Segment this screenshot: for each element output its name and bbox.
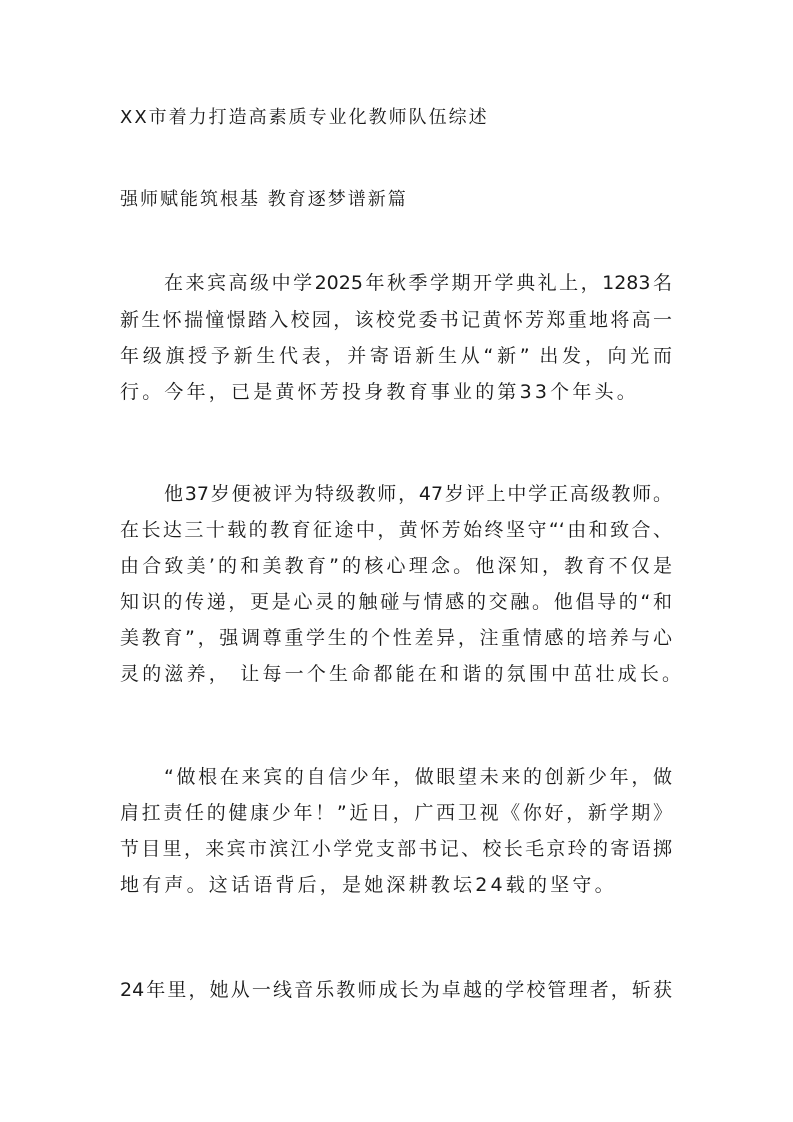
paragraph-line: 24年里，她从一线音乐教师成长为卓越的学校管理者，斩获 [120,979,672,1001]
document-title: XX市着力打造高素质专业化教师队伍综述 [120,107,489,128]
paragraph-line: 新生怀揣憧憬踏入校园，该校党委书记黄怀芳郑重地将高一 [120,309,672,331]
paragraph-line: 灵的滋养， 让每一个生命都能在和谐的氛围中茁壮成长。 [120,663,685,685]
paragraph-line: 在来宾高级中学2025年秋季学期开学典礼上，1283名 [164,272,672,294]
paragraph-line: 美教育”，强调尊重学生的个性差异，注重情感的培养与心 [120,627,672,649]
paragraph-line: 知识的传递，更是心灵的触碰与情感的交融。他倡导的“和 [120,591,672,613]
paragraph-line: 肩扛责任的健康少年！”近日，广西卫视《你好，新学期》 [120,802,672,824]
paragraph-line: 由合致美’的和美教育”的核心理念。他深知，教育不仅是 [120,555,672,577]
paragraph-line: 地有声。这话语背后，是她深耕教坛24载的坚守。 [120,874,617,896]
paragraph-line: 行。今年，已是黄怀芳投身教育事业的第33个年头。 [120,381,639,403]
paragraph-line: 在长达三十载的教育征途中，黄怀芳始终坚守“‘由和致合、 [120,519,672,541]
paragraph-line: 他37岁便被评为特级教师，47岁评上中学正高级教师。 [164,483,672,505]
paragraph-line: “做根在来宾的自信少年，做眼望未来的创新少年，做 [164,766,672,788]
document-subtitle: 强师赋能筑根基 教育逐梦谱新篇 [120,189,408,210]
paragraph-line: 节目里，来宾市滨江小学党支部书记、校长毛京玲的寄语掷 [120,838,672,860]
paragraph-line: 年级旗授予新生代表，并寄语新生从“新” 出发，向光而 [120,345,672,367]
